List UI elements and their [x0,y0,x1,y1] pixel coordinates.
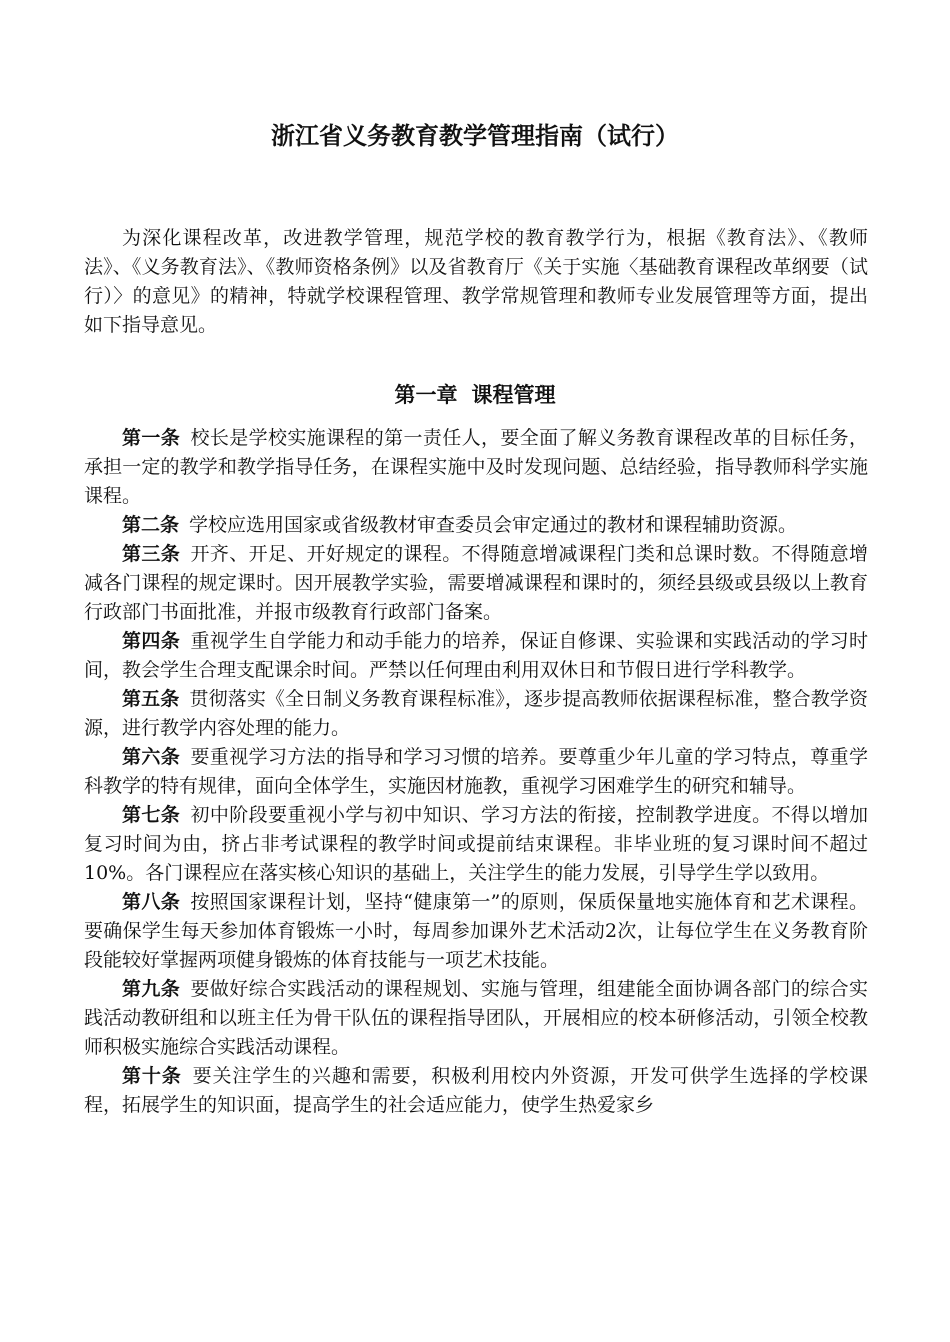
article-4 [84,627,868,685]
article-text: 要重视学习方法的指导和学习习惯的培养。要尊重少年儿童的学习特点，尊重学科教学的特有规律，面向全体学生，实施因材施教，重视学习困难学生的研究和辅导。 [84,746,868,797]
article-label: 第十条 [122,1065,182,1087]
article-label: 第六条 [122,746,181,768]
article-6 [84,743,868,801]
article-label: 第一条 [122,427,181,449]
article-2 [84,511,868,540]
chapter-heading [0,378,950,412]
intro-section [84,224,868,340]
article-text: 校长是学校实施课程的第一责任人，要全面了解义务教育课程改革的目标任务，承担一定的教学和教学指导任务，在课程实施中及时发现问题、总结经验，指导教师科学实施课程。 [84,427,868,507]
article-1 [84,424,868,511]
article-text: 贯彻落实《全日制义务教育课程标准》，逐步提高教师依据课程标准，整合教学资源，进行教学内容处理的能力。 [84,688,868,739]
article-text: 初中阶段要重视小学与初中知识、学习方法的衔接，控制教学进度。不得以增加复习时间为由，挤占非考试课程的教学时间或提前结束课程。非毕业班的复习课时间不超过10%。各门课程应在落实核心知识的基础上，关注学生的能力发展，引导学生学以致用。 [84,804,868,884]
article-label: 第九条 [122,978,181,1000]
article-10 [84,1062,868,1120]
article-label: 第四条 [122,630,181,652]
article-text: 学校应选用国家或省级教材审查委员会审定通过的教材和课程辅助资源。 [189,514,798,536]
article-text: 开齐、开足、开好规定的课程。不得随意增减课程门类和总课时数。不得随意增减各门课程的规定课时。因开展教学实验，需要增减课程和课时的，须经县级或县级以上教育行政部门书面批准，并报市级教育行政部门备案。 [84,543,868,623]
article-label: 第五条 [122,688,180,710]
article-7 [84,801,868,888]
article-8 [84,888,868,975]
article-9 [84,975,868,1062]
article-label: 第三条 [122,543,181,565]
chapter-number: 第一章 [394,383,458,407]
article-label: 第二条 [122,514,180,536]
document-title: 浙江省义务教育教学管理指南（试行） [271,122,679,150]
intro-paragraph: 为深化课程改革，改进教学管理，规范学校的教育教学行为，根据《教育法》、《教师法》、《义务教育法》、《教师资格条例》以及省教育厅《关于实施〈基础教育课程改革纲要（试行）〉的意见》的精神，特就学校课程管理、教学常规管理和教师专业发展管理等方面，提出如下指导意见。 [84,227,868,336]
chapter-name: 课程管理 [471,383,556,407]
article-text: 按照国家课程计划，坚持“健康第一”的原则，保质保量地实施体育和艺术课程。要确保学生每天参加体育锻炼一小时，每周参加课外艺术活动2次，让每位学生在义务教育阶段能较好掌握两项健身锻炼的体育技能与一项艺术技能。 [84,891,868,971]
article-5 [84,685,868,743]
article-label: 第七条 [122,804,181,826]
article-3 [84,540,868,627]
article-text: 要关注学生的兴趣和需要，积极利用校内外资源，开发可供学生选择的学校课程，拓展学生的知识面，提高学生的社会适应能力，使学生热爱家乡 [84,1065,868,1116]
article-list [84,424,868,1120]
article-label: 第八条 [122,891,181,913]
article-text: 要做好综合实践活动的课程规划、实施与管理，组建能全面协调各部门的综合实践活动教研组和以班主任为骨干队伍的课程指导团队，开展相应的校本研修活动，引领全校教师积极实施综合实践活动课程。 [84,978,868,1058]
article-text: 重视学生自学能力和动手能力的培养，保证自修课、实验课和实践活动的学习时间，教会学生合理支配课余时间。严禁以任何理由利用双休日和节假日进行学科教学。 [84,630,868,681]
